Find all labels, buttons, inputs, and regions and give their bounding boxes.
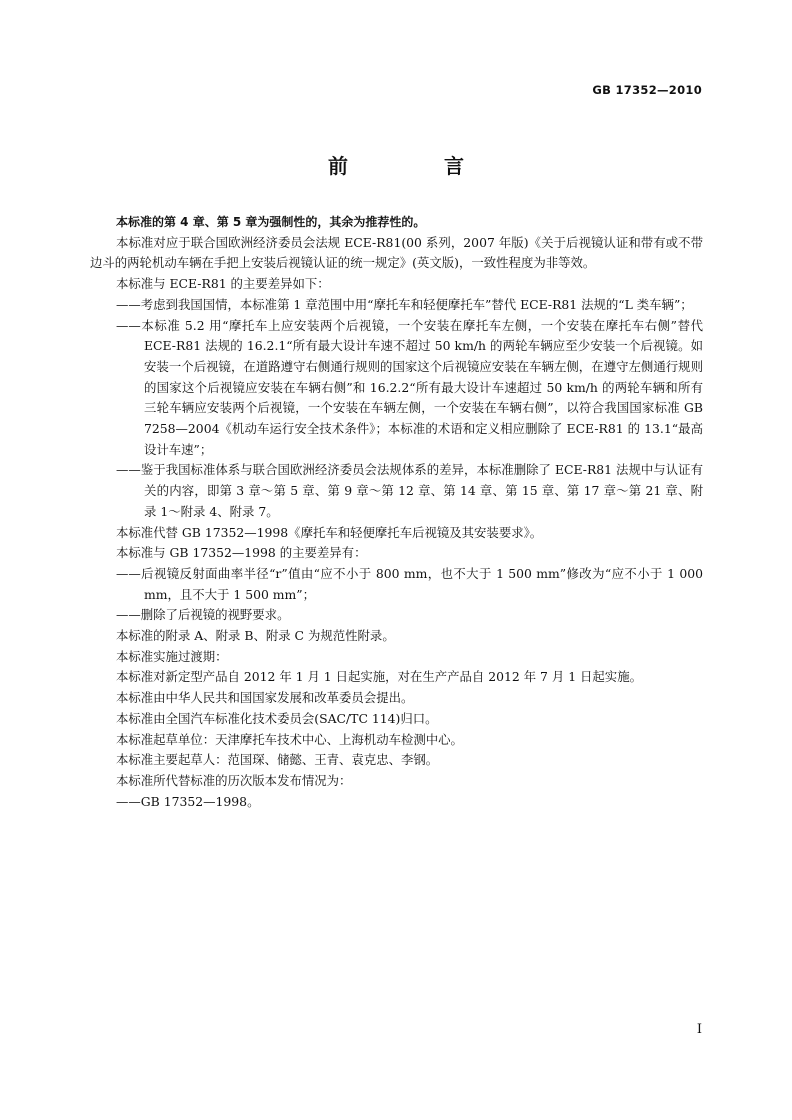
paragraph-replaces: 本标准代替 GB 17352—1998《摩托车和轻便摩托车后视镜及其安装要求》。	[116, 524, 543, 540]
paragraph-annexes: 本标准的附录 A、附录 B、附录 C 为规范性附录。	[116, 628, 395, 644]
paragraph-transition-intro: 本标准实施过渡期：	[116, 648, 228, 664]
paragraph-proposed-by: 本标准由中华人民共和国国家发展和改革委员会提出。	[116, 690, 414, 706]
paragraph-history-intro: 本标准所代替标准的历次版本发布情况为：	[116, 772, 352, 788]
paragraph-mandatory-chapters: 本标准的第 4 章、第 5 章为强制性的，其余为推荐性的。	[116, 215, 426, 229]
paragraph-differences-intro: 本标准与 ECE-R81 的主要差异如下：	[116, 276, 330, 292]
standard-code: GB 17352—2010	[592, 83, 702, 97]
dash-item-mirror-installation: ——本标准 5.2 用“摩托车上应安装两个后视镜，一个安装在摩托车左侧，一个安装在摩托车右侧”替代 ECE-R81 法规的 16.2.1“所有最大设计车速不超过 50 km/h 的两轮车辆应至少安装一个后视镜。如安装一个后视镜，在道路遵守右侧通行规则的国家这个后视镜应安装在车辆左侧，在遵守左侧通行规则的国家这个后视镜应安装在车辆右侧”和 16.2.2“所有最大设计车速超过 50 km/h 的两轮车辆和所有三轮车辆应安装两个后视镜，一个安装在车辆左侧，一个安装在车辆右侧”，以符合我国国家标准 GB 7258—2004《机动车运行安全技术条件》；本标准的术语和定义相应删除了 ECE-R81 的 13.1“最高设计车速”；	[116, 317, 703, 457]
foreword-body	[90, 212, 703, 812]
paragraph-changes-intro: 本标准与 GB 17352—1998 的主要差异有：	[116, 545, 367, 561]
dash-item-curvature-radius: ——后视镜反射面曲率半径“r”值由“应不小于 800 mm，也不大于 1 500 mm”修改为“应不小于 1 000 mm，且不大于 1 500 mm”；	[116, 565, 703, 602]
dash-item-field-of-view: ——删除了后视镜的视野要求。	[116, 607, 290, 623]
page-title: 前 言	[328, 154, 502, 178]
paragraph-correspondence: 本标准对应于联合国欧洲经济委员会法规 ECE-R81(00 系列，2007 年版)《关于后视镜认证和带有或不带边斗的两轮机动车辆在手把上安装后视镜认证的统一规定》(英文版)，一致性程度为非等效。	[90, 234, 703, 271]
page-number: I	[696, 1022, 702, 1037]
paragraph-drafters: 本标准主要起草人：范国琛、储懿、王青、袁克忠、李钢。	[116, 752, 439, 768]
paragraph-administered-by: 本标准由全国汽车标准化技术委员会(SAC/TC 114)归口。	[116, 710, 438, 726]
dash-item-certification-removed: ——鉴于我国标准体系与联合国欧洲经济委员会法规体系的差异，本标准删除了 ECE-R81 法规中与认证有关的内容，即第 3 章～第 5 章、第 9 章～第 12 章、第 14 章、第 15 章、第 17 章～第 21 章、附录 1～附录 4、附录 7。	[116, 462, 703, 519]
paragraph-transition-dates: 本标准对新定型产品自 2012 年 1 月 1 日起实施，对在生产产品自 2012 年 7 月 1 日起实施。	[116, 669, 642, 685]
dash-item-scope: ——考虑到我国国情，本标准第 1 章范围中用“摩托车和轻便摩托车”替代 ECE-R81 法规的“L 类车辆”；	[116, 296, 693, 312]
paragraph-drafting-units: 本标准起草单位：天津摩托车技术中心、上海机动车检测中心。	[116, 731, 463, 747]
dash-item-previous-edition: ——GB 17352—1998。	[116, 793, 260, 809]
